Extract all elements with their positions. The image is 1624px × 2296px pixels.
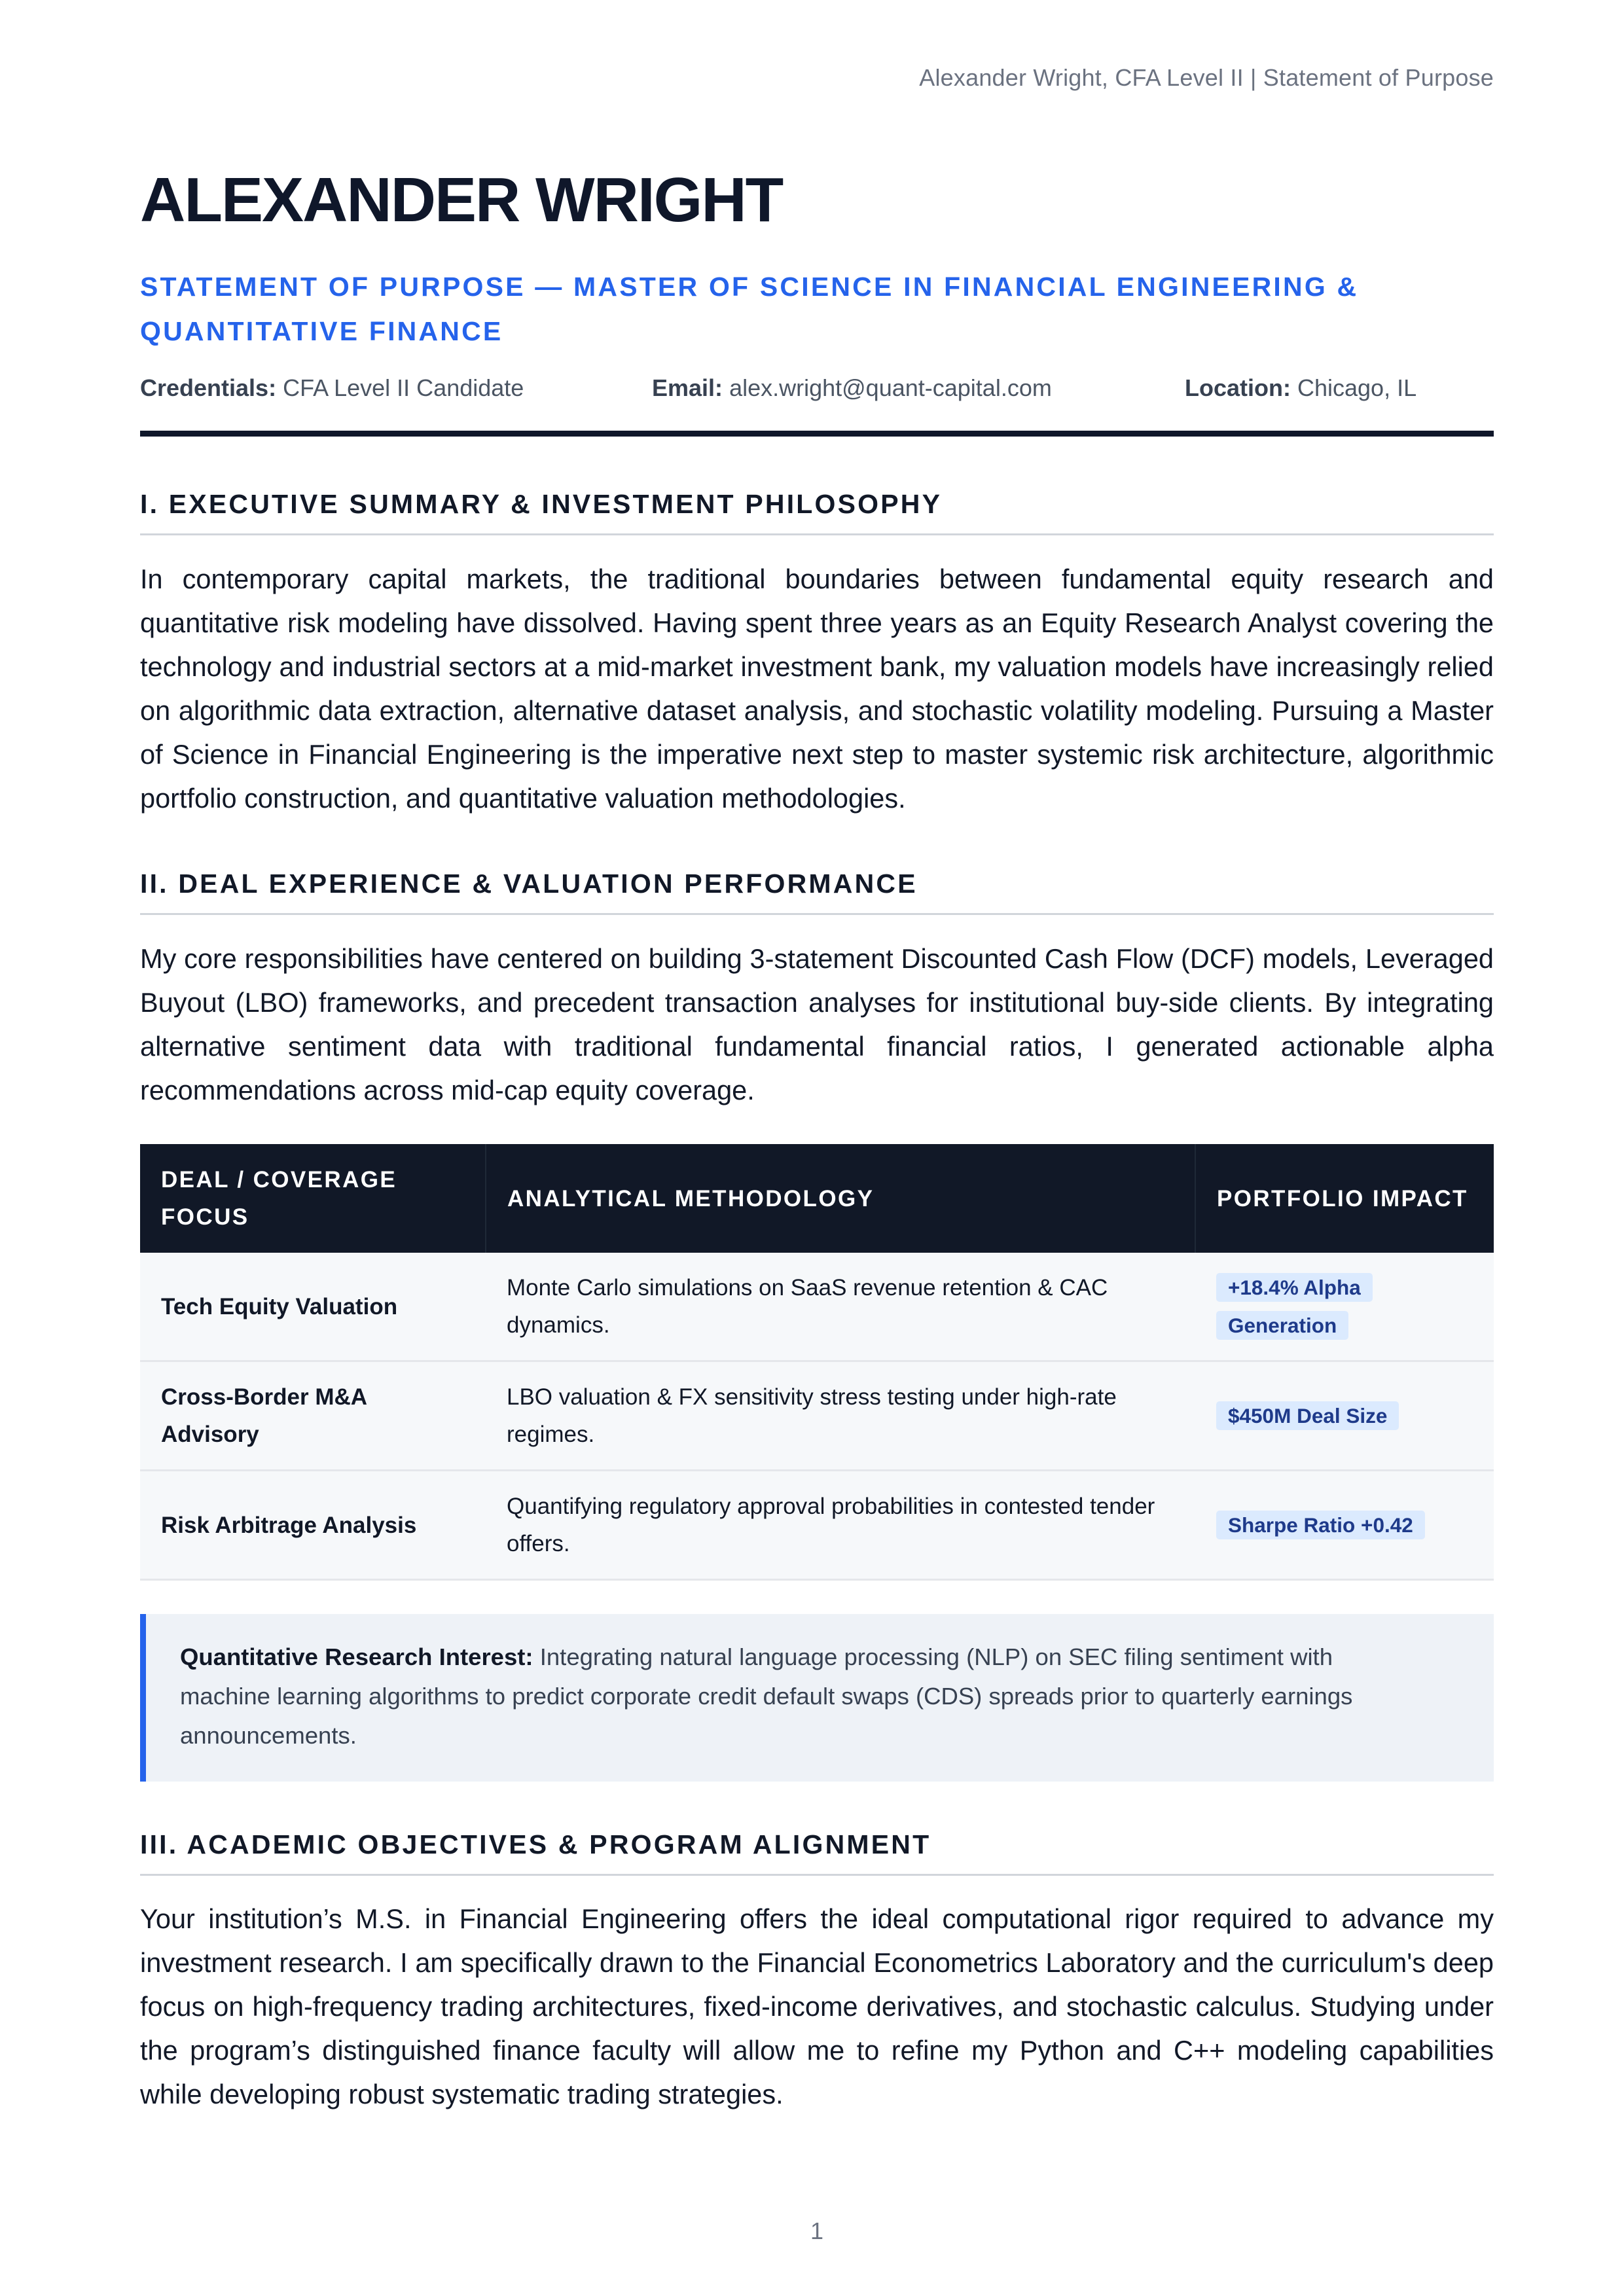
callout-label: Quantitative Research Interest:	[180, 1643, 533, 1670]
cell-methodology: Monte Carlo simulations on SaaS revenue retention & CAC dynamics.	[486, 1253, 1195, 1361]
column-header-focus: DEAL / COVERAGE FOCUS	[140, 1144, 486, 1253]
table-row	[140, 1361, 1494, 1471]
impact-badge: +18.4% Alpha Generation	[1216, 1273, 1373, 1340]
section-body-deal-experience: My core responsibilities have centered on building 3-statement Discounted Cash Flow (DCF) models, Leveraged Buyout (LBO) frameworks, and precedent transaction analyses for institutional buy-side clients. By integrating alternative sentiment data with traditional fundamental financial ratios, I generated actionable alpha recommendations across mid-cap equity coverage.	[140, 943, 1494, 1105]
applicant-name: ALEXANDER WRIGHT	[140, 165, 783, 235]
contact-meta-row	[140, 374, 1494, 406]
cell-methodology: LBO valuation & FX sensitivity stress testing under high-rate regimes.	[486, 1361, 1195, 1471]
research-interest-callout	[140, 1614, 1494, 1782]
column-header-methodology: ANALYTICAL METHODOLOGY	[486, 1144, 1195, 1253]
section-title-academic-objectives: III. ACADEMIC OBJECTIVES & PROGRAM ALIGNMENT	[140, 1831, 1494, 1876]
location-label: Location:	[1185, 374, 1291, 401]
cell-methodology: Quantifying regulatory approval probabilities in contested tender offers.	[486, 1471, 1195, 1580]
callout-text: Integrating natural language processing (NLP) on SEC filing sentiment with machine learning algorithms to predict corporate credit default swaps (CDS) spreads prior to quarterly earnings announcements.	[180, 1643, 1353, 1749]
email-label: Email:	[652, 374, 723, 401]
credentials-label: Credentials:	[140, 374, 277, 401]
document-subtitle: STATEMENT OF PURPOSE — MASTER OF SCIENCE IN FINANCIAL ENGINEERING & QUANTITATIVE FINANCE	[140, 272, 1359, 346]
cell-focus: Cross-Border M&A Advisory	[140, 1361, 486, 1471]
table-row	[140, 1471, 1494, 1580]
section-body-executive-summary: In contemporary capital markets, the traditional boundaries between fundamental equity research and quantitative risk modeling have dissolved. Having spent three years as an Equity Research Analyst covering the technology and industrial sectors at a mid-market investment bank, my valuation models have increasingly relied on algorithmic data extraction, alternative dataset analysis, and stochastic volatility modeling. Pursuing a Master of Science in Financial Engineering is the imperative next step to master systemic risk architecture, algorithmic portfolio construction, and quantitative valuation methodologies.	[140, 564, 1494, 814]
section-title-deal-experience: II. DEAL EXPERIENCE & VALUATION PERFORMANCE	[140, 870, 1494, 915]
table-header-row	[140, 1144, 1494, 1253]
cell-impact	[1195, 1471, 1494, 1580]
meta-location	[1185, 374, 1416, 402]
running-header: Alexander Wright, CFA Level II | Statement of Purpose	[919, 64, 1494, 91]
email-value: alex.wright@quant-capital.com	[729, 374, 1052, 401]
table-row	[140, 1253, 1494, 1361]
cell-impact	[1195, 1361, 1494, 1471]
credentials-value: CFA Level II Candidate	[283, 374, 524, 401]
header-divider	[140, 431, 1494, 437]
column-header-impact: PORTFOLIO IMPACT	[1195, 1144, 1494, 1253]
deal-experience-table	[140, 1144, 1494, 1581]
page-number: 1	[810, 2217, 824, 2244]
cell-focus: Tech Equity Valuation	[140, 1253, 486, 1361]
meta-email	[652, 374, 1052, 402]
section-body-academic-objectives: Your institution’s M.S. in Financial Engineering offers the ideal computational rigor required to advance my investment research. I am specifically drawn to the Financial Econometrics Laboratory and the curriculum's deep focus on high-frequency trading architectures, fixed-income derivatives, and stochastic calculus. Studying under the program’s distinguished finance faculty will allow me to refine my Python and C++ modeling capabilities while developing robust systematic trading strategies.	[140, 1903, 1494, 2109]
meta-credentials	[140, 374, 524, 402]
cell-impact	[1195, 1253, 1494, 1361]
section-title-executive-summary: I. EXECUTIVE SUMMARY & INVESTMENT PHILOSOPHY	[140, 491, 1494, 535]
cell-focus: Risk Arbitrage Analysis	[140, 1471, 486, 1580]
impact-badge: $450M Deal Size	[1216, 1401, 1399, 1430]
impact-badge: Sharpe Ratio +0.42	[1216, 1511, 1425, 1539]
location-value: Chicago, IL	[1297, 374, 1417, 401]
